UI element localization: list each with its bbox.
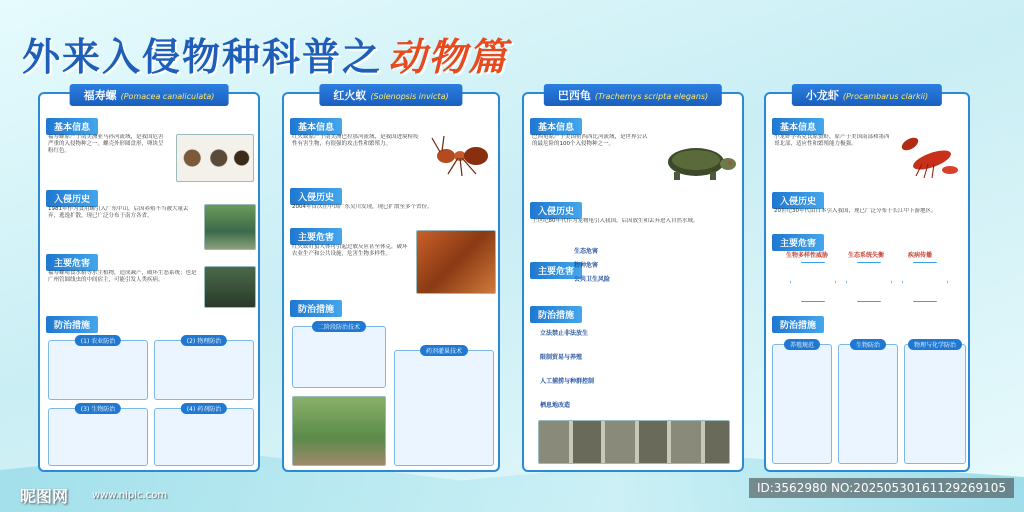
panel-fire-ant	[282, 89, 500, 472]
invasion-history-text: 2004年首次在中国广东吴川发现，现已扩散至多个省份。	[292, 204, 433, 210]
harm-label-public-health: 公共卫生风险	[574, 276, 611, 283]
panel-title: 福寿螺 (Pomacea canaliculata)	[70, 84, 229, 106]
watermark-logo: 昵图网	[20, 487, 69, 506]
harm-label-species: 物种危害	[574, 262, 599, 269]
section-basic-info: 基本信息	[772, 118, 824, 135]
page-title	[22, 26, 508, 81]
panel-slider-turtle	[522, 89, 744, 472]
ant-nest-photo	[416, 230, 496, 294]
section-control: 防治措施	[46, 316, 98, 333]
sub-phys-chem-control: 物理与化学防治	[904, 344, 966, 464]
sub-agri-control: (1) 农业防治	[48, 340, 148, 400]
invasion-history-text: 1981年作为食用螺引入广东中山，后因养殖不当被大量丢弃，逃逸扩散，现已广泛分布于南方各省。	[48, 206, 189, 219]
basic-info-text: 巴西龟原产于美国密西西比河流域，是世界公认的最危险的100个入侵物种之一。	[532, 134, 648, 147]
section-invasion-history: 入侵历史	[290, 188, 342, 205]
basic-info-text: 红火蚁原产于南美洲巴拉那河流域，是我国进境检疫性有害生物，有很强的攻击性和繁殖力。	[292, 134, 419, 147]
section-basic-info: 基本信息	[530, 118, 582, 135]
main-harm-text: 红火蚁叮蜇人体可引起过敏反应甚至休克，破坏农业生产和公共设施，危害生物多样性。	[292, 244, 408, 257]
panel-apple-snail	[38, 89, 260, 472]
field-treatment-photo	[292, 396, 386, 466]
section-invasion-history: 入侵历史	[772, 192, 824, 209]
basic-info-text: 小龙虾学名克氏原螯虾，原产于美国南部和墨西哥北部，适应性和繁殖能力极强。	[774, 134, 890, 147]
panel-title: 红火蚁 (Solenopsis invicta)	[319, 84, 462, 106]
measure-trade-limit: 限制贸易与养殖	[540, 354, 583, 361]
section-control: 防治措施	[530, 306, 582, 323]
harm-label-ecology: 生态危害	[574, 248, 599, 255]
sub-bio-control: (3) 生物防治	[48, 408, 148, 466]
sub-two-stage: 二阶段防治技术	[292, 326, 386, 388]
section-basic-info: 基本信息	[46, 118, 98, 135]
turtle-illustration	[656, 138, 738, 188]
hex-disease	[902, 262, 948, 302]
section-invasion-history: 入侵历史	[530, 202, 582, 219]
title-main: 外来入侵物种科普之	[22, 34, 383, 79]
ant-illustration	[426, 128, 496, 182]
title-accent: 动物篇	[388, 34, 509, 79]
measure-legislation: 立法禁止非法放生	[540, 330, 589, 337]
watermark-url: www.nipic.com	[92, 490, 168, 501]
panel-crayfish	[764, 89, 970, 472]
invasion-history-text: 上世纪80年代作为宠物龟引入我国，后因放生和丢弃进入自然水域。	[532, 218, 699, 224]
panel-title: 小龙虾 (Procambarus clarkii)	[792, 84, 942, 106]
snail-field-photo	[204, 266, 256, 308]
section-invasion-history: 入侵历史	[46, 190, 98, 207]
hex-label-ecosystem: 生态系统失衡	[848, 252, 885, 259]
measure-capture: 人工捕捞与种群控制	[540, 378, 595, 385]
section-main-harm: 主要危害	[290, 228, 342, 245]
section-control: 防治措施	[772, 316, 824, 333]
image-id-banner: ID:3562980 NO:20250530161129269105	[749, 478, 1014, 498]
panel-title: 巴西龟 (Trachemys scripta elegans)	[544, 84, 722, 106]
captured-turtles-photo	[538, 420, 730, 464]
section-main-harm: 主要危害	[46, 254, 98, 271]
sub-physical-control: (2) 物理防治	[154, 340, 254, 400]
basic-info-text: 福寿螺原产于南美洲亚马孙河流域，是我国危害严重的入侵物种之一。螺壳外形圆盘形，卵块呈粉红色。	[48, 134, 164, 154]
main-harm-text: 福寿螺啃食水稻等水生植物，造成减产，破坏生态系统；也是广州管圆线虫的中间宿主，可能引发人类疾病。	[48, 270, 197, 283]
section-main-harm: 主要危害	[530, 262, 582, 279]
measure-habitat: 栖息地改造	[540, 402, 571, 409]
snail-eggs-photo	[204, 204, 256, 250]
sub-bio-control: 生物防治	[838, 344, 898, 464]
section-control: 防治措施	[290, 300, 342, 317]
section-main-harm: 主要危害	[772, 234, 824, 251]
sub-nest-drench: 药剂灌巢技术	[394, 350, 494, 466]
hex-ecosystem	[846, 262, 892, 302]
snail-photo	[176, 134, 254, 182]
hex-biodiversity	[790, 262, 836, 302]
invasion-history-text: 20世纪30年代由日本引入我国，现已广泛分布于长江中下游地区。	[774, 208, 937, 214]
sub-farming-rules: 养殖规范	[772, 344, 832, 464]
sub-chemical-control: (4) 药剂防治	[154, 408, 254, 466]
hex-label-biodiversity: 生物多样性威胁	[786, 252, 829, 259]
crayfish-illustration	[892, 130, 966, 186]
section-basic-info: 基本信息	[290, 118, 342, 135]
hex-label-disease: 疾病传播	[908, 252, 933, 259]
